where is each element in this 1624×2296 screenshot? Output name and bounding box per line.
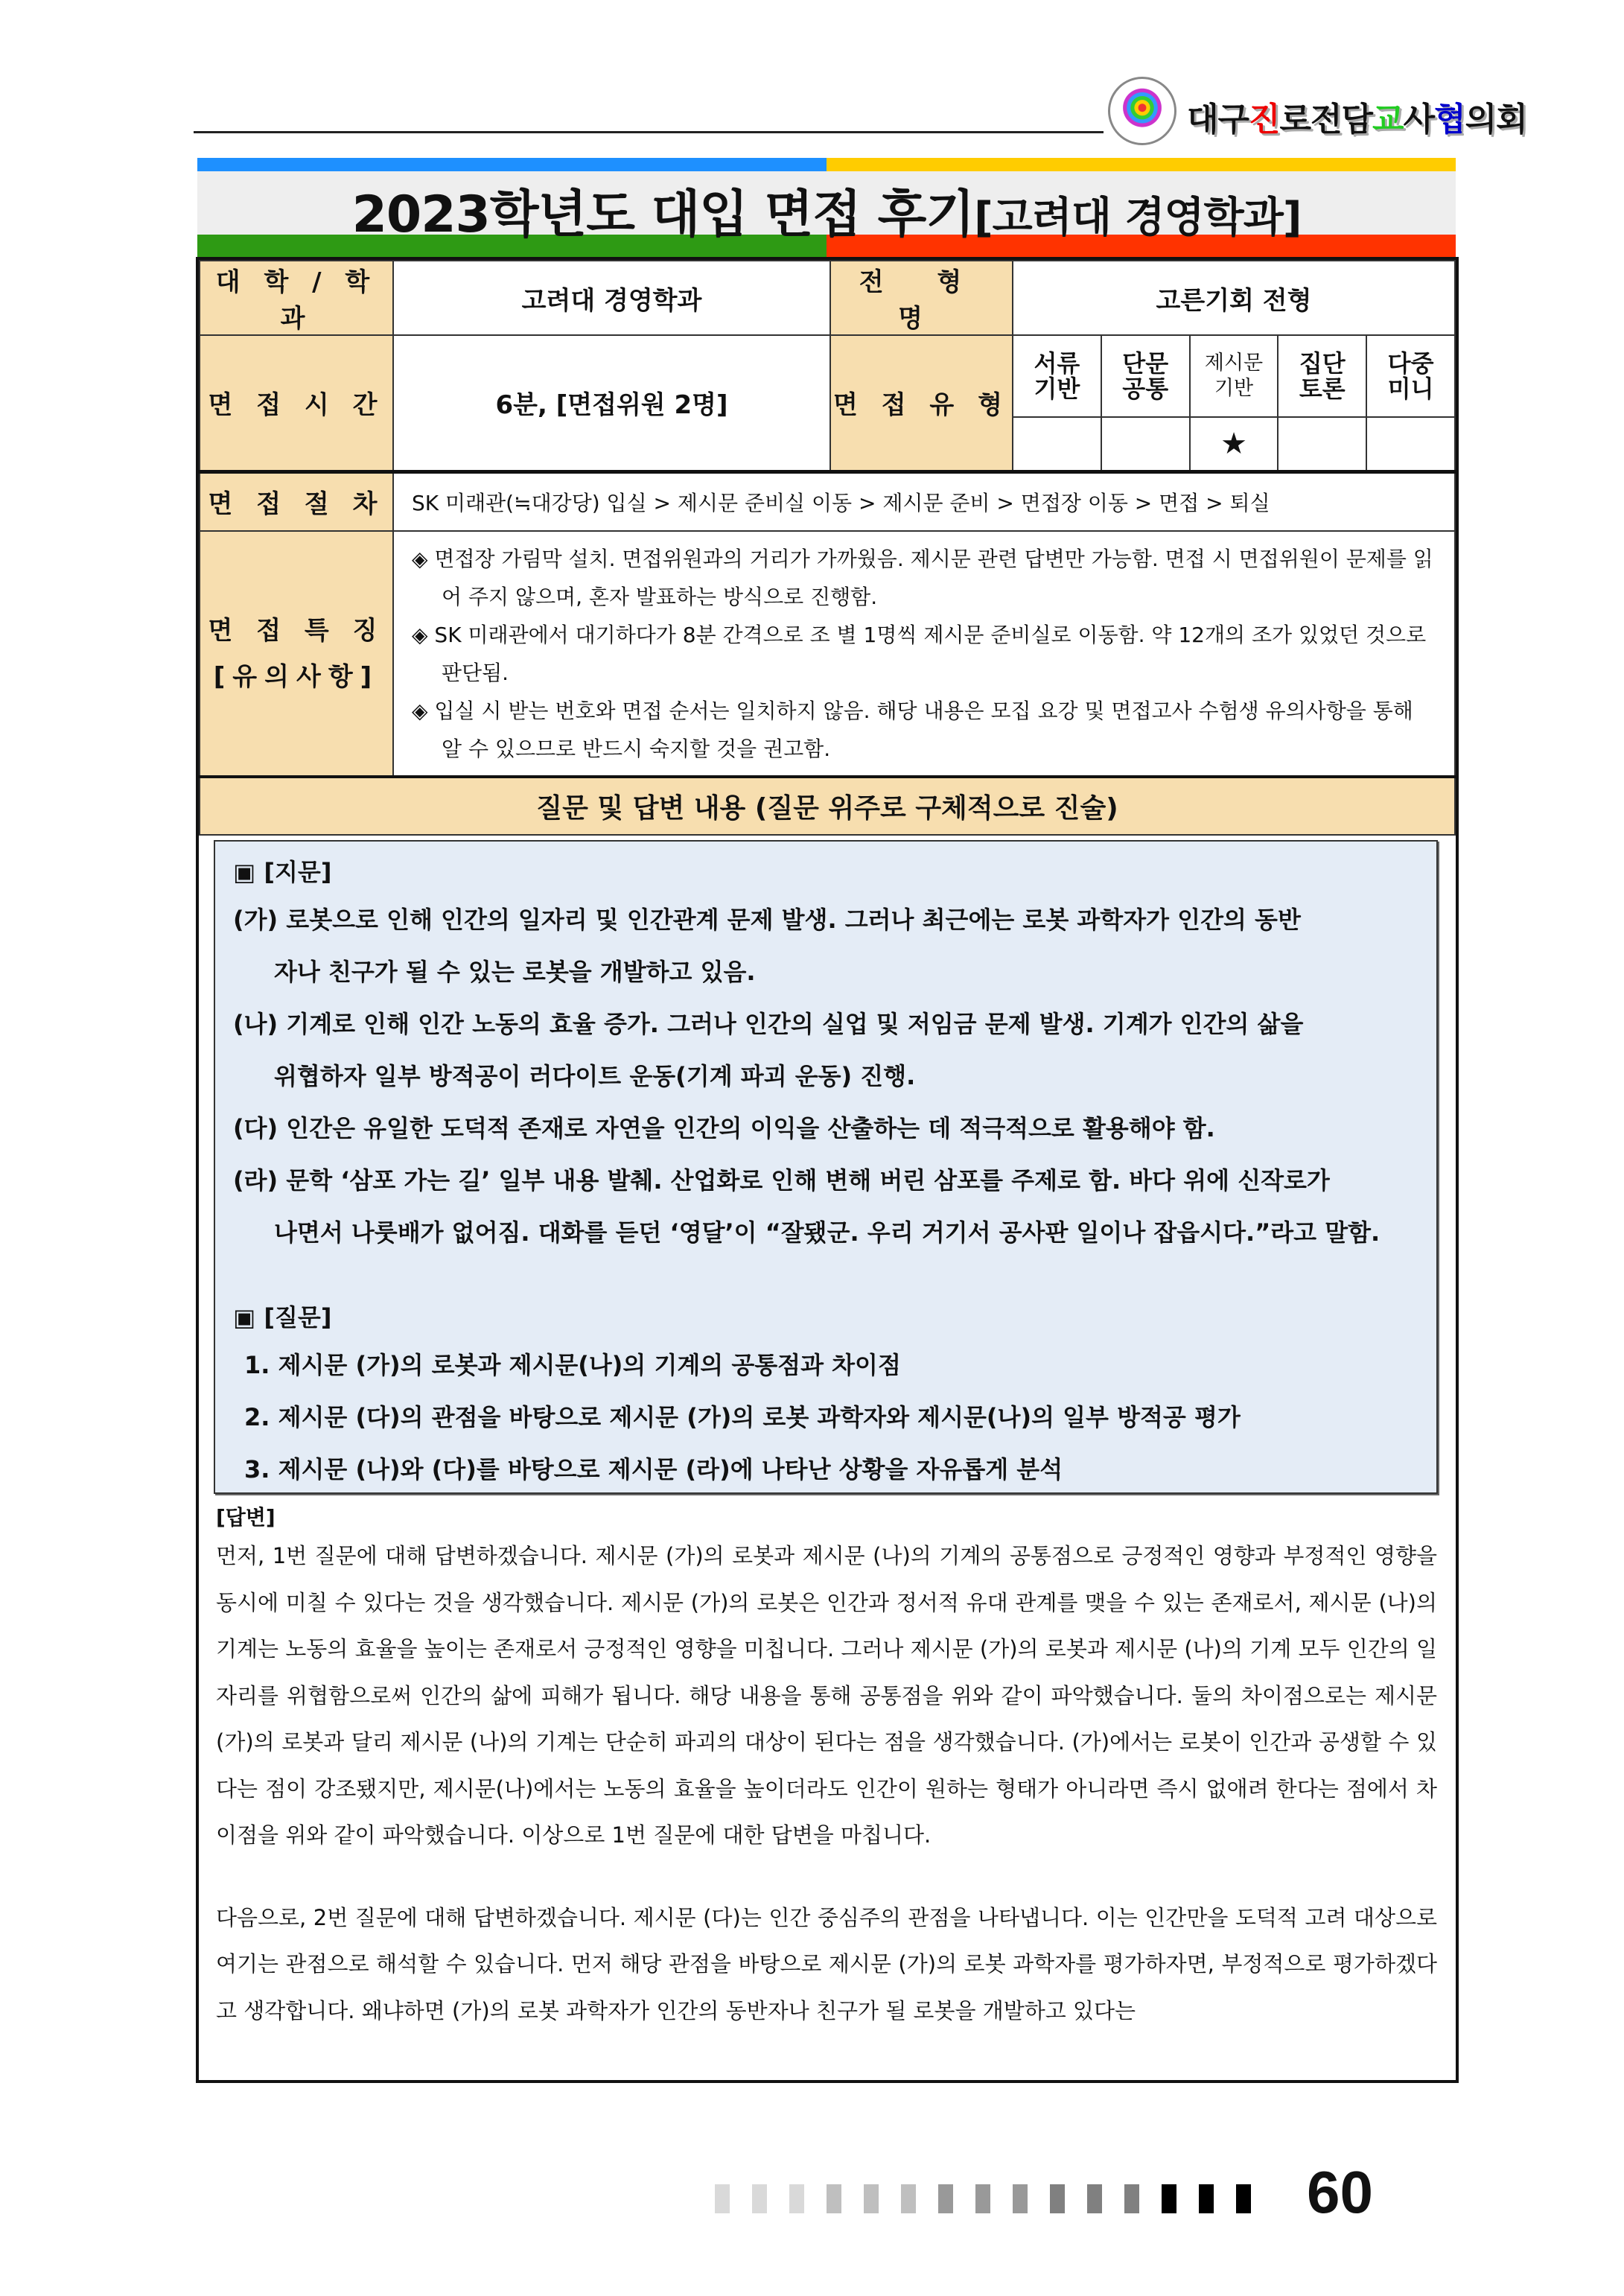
- feat-label-line: 면 접 특 징: [208, 615, 385, 646]
- passage-line: (가) 로봇으로 인해 인간의 일자리 및 인간관계 문제 발생. 그러나 최근에는 로봇 과학자가 인간의 동반: [233, 906, 1301, 934]
- page-bar: [715, 2184, 730, 2213]
- org-part: 의회: [1465, 101, 1527, 139]
- kind-line: 미니: [1387, 375, 1434, 403]
- page-indicator-bars: [715, 2184, 1251, 2213]
- title-sub: [고려대 경영학과]: [974, 194, 1302, 242]
- features: [393, 531, 1455, 777]
- passage-line: (다) 인간은 유일한 도덕적 존재로 자연을 인간의 이익을 산출하는 데 적극적으로 활용해야 함.: [233, 1114, 1215, 1142]
- title-banner: [197, 158, 1456, 257]
- page-bar: [1236, 2184, 1251, 2213]
- page-bar: [789, 2184, 804, 2213]
- questions-heading: ▣ [질문]: [233, 1303, 332, 1332]
- feat-label-line: [유의사항]: [213, 661, 380, 692]
- kind-label: 면 접 유 형: [830, 335, 1013, 471]
- kind-mark: [1013, 417, 1101, 471]
- feature-item: ◈ 면접장 가림막 설치. 면접위원과의 거리가 가까웠음. 제시문 관련 답변만 가능함. 면접 시 면접위원이 문제를 읽어 주지 않으며, 혼자 발표하는 방식으로 진행함.: [412, 546, 1433, 609]
- question-item: 2. 제시문 (다)의 관점을 바탕으로 제시문 (가)의 로봇 과학자와 제시문(나)의 일부 방적공 평가: [244, 1403, 1241, 1431]
- page-bar: [901, 2184, 916, 2213]
- page-bar: [1087, 2184, 1102, 2213]
- page-bar: [1050, 2184, 1065, 2213]
- passage-line: 나면서 나룻배가 없어짐. 대화를 듣던 ‘영달’이 “잘됐군. 우리 거기서 공사판 일이나 잡읍시다.”라고 말함.: [274, 1218, 1381, 1247]
- kind-mark: [1278, 417, 1366, 471]
- page-bar: [938, 2184, 953, 2213]
- passage-line: (나) 기계로 인해 인간 노동의 효율 증가. 그러나 인간의 실업 및 저임금 문제 발생. 기계가 인간의 삶을: [233, 1010, 1304, 1038]
- header-rule: [194, 131, 1104, 133]
- time-value: 6분, [면접위원 2명]: [393, 335, 830, 471]
- kind-line: 집단: [1299, 349, 1346, 378]
- page-title: [197, 174, 1456, 247]
- info-table: [199, 260, 1456, 836]
- page-number: 60: [1307, 2159, 1373, 2225]
- time-label: 면 접 시 간: [200, 335, 393, 471]
- kind-header: [1101, 335, 1190, 417]
- org-part: 진: [1249, 101, 1280, 139]
- organization-name: [1187, 92, 1527, 140]
- kind-line: 단문: [1122, 349, 1169, 378]
- page-bar: [864, 2184, 879, 2213]
- feature-item: ◈ 입실 시 받는 번호와 면접 순서는 일치하지 않음. 해당 내용은 모집 요강 및 면접고사 수험생 유의사항을 통해 알 수 있으므로 반드시 숙지할 것을 권고함.: [412, 698, 1413, 761]
- star-icon: ★: [1190, 417, 1278, 471]
- page-bar: [1124, 2184, 1139, 2213]
- univ-value: 고려대 경영학과: [393, 261, 830, 335]
- page-bar: [1013, 2184, 1028, 2213]
- kind-line: 기반: [1214, 377, 1254, 400]
- org-part: 협: [1434, 101, 1465, 139]
- question-box: [214, 840, 1438, 1494]
- page-bar: [1199, 2184, 1214, 2213]
- kind-line: 토론: [1299, 375, 1346, 403]
- passage-line: (라) 문학 ‘삼포 가는 길’ 일부 내용 발췌. 산업화로 인해 변해 버린 삼포를 주제로 함. 바다 위에 신작로가: [233, 1166, 1330, 1195]
- page-bar: [827, 2184, 841, 2213]
- proc-value: SK 미래관(≒대강당) 입실 > 제시문 준비실 이동 > 제시문 준비 > 면접장 이동 > 면접 > 퇴실: [393, 471, 1455, 531]
- passage-line: 위협하자 일부 방적공이 러다이트 운동(기계 파괴 운동) 진행.: [274, 1062, 916, 1090]
- association-logo: [1108, 77, 1176, 145]
- title-main: 2023학년도 대입 면접 후기: [351, 185, 975, 244]
- question-item: 1. 제시문 (가)의 로봇과 제시문(나)의 기계의 공통점과 차이점: [244, 1351, 901, 1379]
- kind-line: 다중: [1387, 349, 1434, 378]
- org-part: 대구: [1187, 101, 1249, 139]
- type-value: 고른기회 전형: [1013, 261, 1455, 335]
- kind-line: 서류: [1034, 349, 1080, 378]
- passage-heading: ▣ [지문]: [233, 858, 332, 886]
- page-bar: [1162, 2184, 1176, 2213]
- kind-header: [1013, 335, 1101, 417]
- section-header: 질문 및 답변 내용 (질문 위주로 구체적으로 진술): [200, 777, 1455, 835]
- passage-line: 자나 친구가 될 수 있는 로봇을 개발하고 있음.: [274, 958, 756, 986]
- kind-header: [1366, 335, 1455, 417]
- org-part: 로전담: [1279, 101, 1373, 139]
- answer-paragraph: 다음으로, 2번 질문에 대해 답변하겠습니다. 제시문 (다)는 인간 중심주의 관점을 나타냅니다. 이는 인간만을 도덕적 고려 대상으로 여기는 관점으로 해석할 수 있습니다. 먼저 해당 관점을 바탕으로 제시문 (가)의 로봇 과학자를 평가하자면, 부정적으로 평가하겠다고 생각합니다. 왜냐하면 (가)의 로봇 과학자가 인간의 동반자나 친구가 될 로봇을 개발하고 있다는: [216, 1904, 1437, 2023]
- kind-mark: [1366, 417, 1455, 471]
- univ-label: 대 학 / 학 과: [200, 261, 393, 335]
- type-label: 전 형 명: [830, 261, 1013, 335]
- feature-item: ◈ SK 미래관에서 대기하다가 8분 간격으로 조 별 1명씩 제시문 준비실로 이동함. 약 12개의 조가 있었던 것으로 판단됨.: [412, 622, 1427, 685]
- org-part: 교: [1372, 101, 1404, 139]
- org-part: 사: [1403, 101, 1435, 139]
- kind-line: 공통: [1122, 375, 1169, 403]
- answer-paragraph: 먼저, 1번 질문에 대해 답변하겠습니다. 제시문 (가)의 로봇과 제시문 (나)의 기계의 공통점으로 긍정적인 영향과 부정적인 영향을 동시에 미칠 수 있다는 것을 생각했습니다. 제시문 (가)의 로봇은 인간과 정서적 유대 관계를 맺을 수 있는 존재로서, 제시문 (나)의 기계는 노동의 효율을 높이는 존재로서 긍정적인 영향을 미칩니다. 그러나 제시문 (가)의 로봇과 제시문 (나)의 기계 모두 인간의 일자리를 위협함으로써 인간의 삶에 피해가 됩니다. 해당 내용을 통해 공통점을 위와 같이 파악했습니다. 둘의 차이점으로는 제시문 (가)의 로봇과 달리 제시문 (나)의 기계는 단순히 파괴의 대상이 된다는 점을 생각했습니다. (가)에서는 로봇이 인간과 공생할 수 있다는 점이 강조됐지만, 제시문(나)에서는 노동의 효율을 높이더라도 인간이 원하는 형태가 아니라면 즉시 없애려 한다는 점에서 차이점을 위와 같이 파악했습니다. 이상으로 1번 질문에 대한 답변을 마칩니다.: [216, 1543, 1437, 1848]
- answer-section: [216, 1503, 1437, 2070]
- page-bar: [975, 2184, 990, 2213]
- kind-mark: [1101, 417, 1190, 471]
- proc-label: 면 접 절 차: [200, 471, 393, 531]
- kind-header: [1278, 335, 1366, 417]
- answer-heading: [답변]: [216, 1505, 276, 1530]
- question-item: 3. 제시문 (나)와 (다)를 바탕으로 제시문 (라)에 나타난 상황을 자유롭게 분석: [244, 1455, 1063, 1484]
- kind-header: [1190, 335, 1278, 417]
- kind-line: 기반: [1034, 375, 1080, 403]
- page-bar: [752, 2184, 767, 2213]
- feat-label: [200, 531, 393, 777]
- kind-line: 제시문: [1204, 352, 1264, 375]
